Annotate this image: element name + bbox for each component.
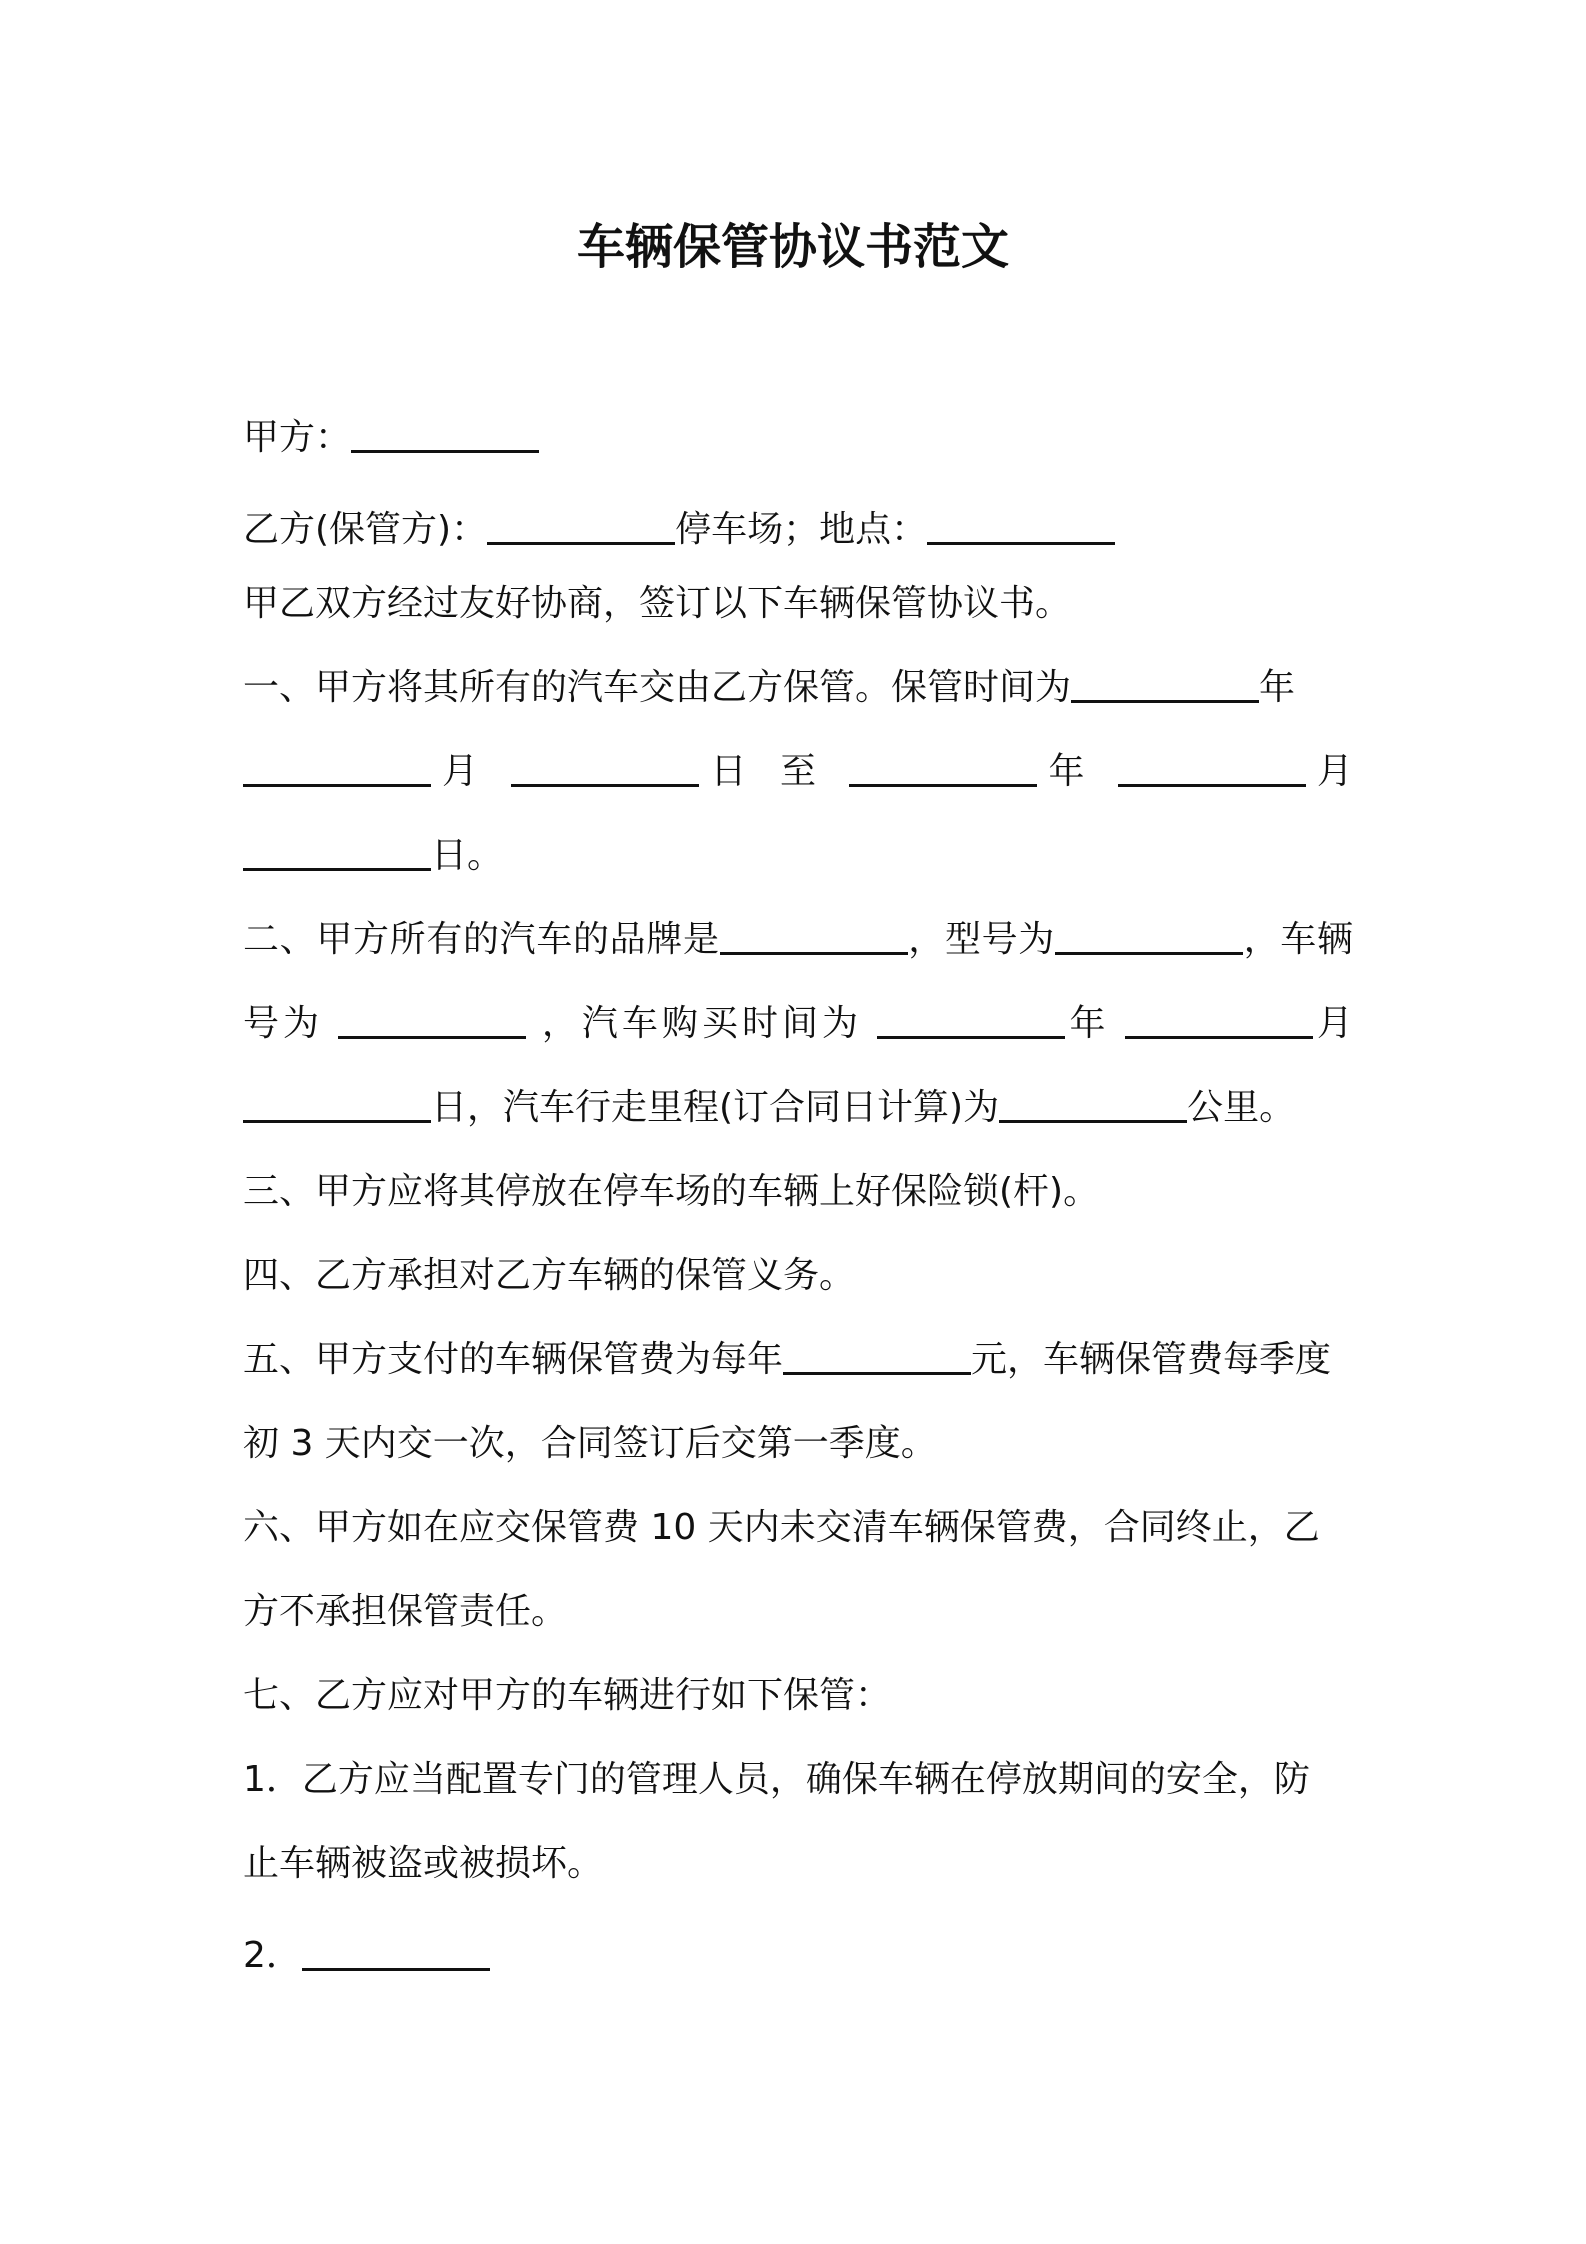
party-b-line	[243, 502, 1353, 558]
item1-line2: 止车辆被盗或被损坏。	[243, 1843, 604, 1884]
clause2-text: 二、甲方所有的汽车的品牌是	[243, 919, 720, 960]
start-day-blank	[511, 744, 699, 787]
location-blank	[927, 502, 1115, 545]
plate-blank	[338, 996, 526, 1039]
clause4-line: 四、乙方承担对乙方车辆的保管义务。	[243, 1255, 856, 1296]
clause2-line1	[243, 912, 1353, 968]
day-label: 日	[699, 751, 758, 792]
clause2-line3	[243, 1080, 1353, 1136]
model-blank	[1055, 912, 1243, 955]
clause1-text: 一、甲方将其所有的汽车交由乙方保管。保管时间为	[243, 667, 1072, 708]
clause1-line1	[243, 660, 1353, 716]
model-label: ，型号为	[907, 919, 1055, 960]
clause5-line2: 初 3 天内交一次，合同签订后交第一季度。	[243, 1423, 937, 1464]
intro-line: 甲乙双方经过友好协商，签订以下车辆保管协议书。	[243, 583, 1072, 624]
clause6-line2: 方不承担保管责任。	[243, 1591, 568, 1632]
purchase-day-blank	[243, 1080, 431, 1123]
year-label: 年	[1259, 667, 1296, 708]
item2-blank	[302, 1928, 490, 1971]
clause2-line2	[243, 996, 1353, 1052]
party-a-label: 甲方：	[243, 417, 352, 458]
clause6-line1: 六、甲方如在应交保管费 10 天内未交清车辆保管费，合同终止，乙	[243, 1507, 1320, 1548]
plate-label: 号为	[243, 1003, 324, 1044]
mileage-blank	[999, 1080, 1187, 1123]
start-month-blank	[243, 744, 431, 787]
year-label: 年	[1065, 1003, 1110, 1044]
end-year-blank	[849, 744, 1037, 787]
month-label: 月	[1312, 1003, 1353, 1044]
document-title: 车辆保管协议书范文	[576, 219, 1009, 275]
km-label: 公里。	[1187, 1087, 1296, 1128]
clause7-line: 七、乙方应对甲方的车辆进行如下保管：	[243, 1675, 892, 1716]
purchase-year-blank	[877, 996, 1065, 1039]
fee-blank	[783, 1332, 971, 1375]
brand-blank	[720, 912, 908, 955]
vehicle-label: ，车辆	[1242, 919, 1353, 960]
purchase-month-blank	[1125, 996, 1313, 1039]
to-label: 至	[779, 751, 827, 792]
clause1-line2	[243, 744, 1353, 800]
party-a-blank	[351, 410, 539, 453]
end-month-blank	[1118, 744, 1306, 787]
clause5-line1	[243, 1332, 1353, 1388]
day-label: 日。	[431, 835, 504, 876]
clause1-line3	[243, 828, 1353, 884]
end-day-blank	[243, 828, 431, 871]
clause5-text-2: 元，车辆保管费每季度	[971, 1339, 1332, 1380]
clause5-text: 五、甲方支付的车辆保管费为每年	[243, 1339, 784, 1380]
clause3-line: 三、甲方应将其停放在停车场的车辆上好保险锁(杆)。	[243, 1171, 1100, 1212]
item1-line1: 1．乙方应当配置专门的管理人员，确保车辆在停放期间的安全，防	[243, 1759, 1310, 1800]
item2-line	[243, 1928, 1353, 1984]
month-label: 月	[431, 751, 490, 792]
month-label: 月	[1305, 751, 1353, 792]
parking-label: 停车场；地点：	[675, 509, 928, 550]
start-year-blank	[1071, 660, 1259, 703]
purchase-time-label: ，汽车购买时间为	[541, 1003, 862, 1044]
party-b-blank	[487, 502, 675, 545]
item2-label: 2．	[243, 1935, 302, 1976]
party-a-line	[243, 410, 1353, 466]
year-label: 年	[1037, 751, 1096, 792]
party-b-label: 乙方(保管方)：	[243, 509, 488, 550]
mileage-label: 日，汽车行走里程(订合同日计算)为	[431, 1087, 1000, 1128]
